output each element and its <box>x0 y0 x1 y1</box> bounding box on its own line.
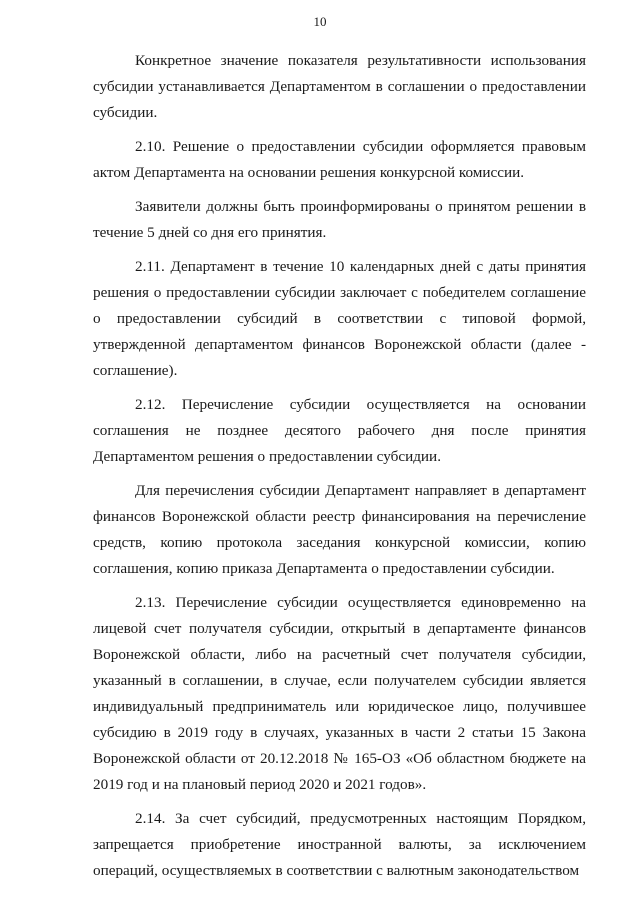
paragraph-indicator-value: Конкретное значение показателя результативности использования субсидии устанавливается Департаментом в соглашении о предоставлении субсидии. <box>93 52 586 121</box>
paragraph-2-10: 2.10. Решение о предоставлении субсидии оформляется правовым актом Департамента на основании решения конкурсной комиссии. <box>93 138 586 181</box>
paragraph-transfer-documents: Для перечисления субсидии Департамент направляет в департамент финансов Воронежской области реестр финансирования на перечисление средств, копию протокола заседания конкурсной комиссии, копию соглашения, копию приказа Департамента о предоставлении субсидии. <box>93 482 586 577</box>
paragraph-2-12: 2.12. Перечисление субсидии осуществляется на основании соглашения не позднее десятого рабочего дня после принятия Департаментом решения о предоставлении субсидии. <box>93 396 586 465</box>
paragraph-applicants-notice: Заявители должны быть проинформированы о принятом решении в течение 5 дней со дня его принятия. <box>93 198 586 241</box>
page-number: 10 <box>313 14 327 29</box>
document-body <box>93 48 586 884</box>
paragraph-2-13: 2.13. Перечисление субсидии осуществляется единовременно на лицевой счет получателя субсидии, открытый в департаменте финансов Воронежской области, либо на расчетный счет получателя субсидии, указанный в соглашении, в случае, если получателем субсидии является индивидуальный предприниматель или юридическое лицо, получившее субсидию в 2019 году в случаях, указанных в части 2 статьи 15 Закона Воронежской области от 20.12.2018 № 165-ОЗ «Об областном бюджете на 2019 год и на плановый период 2020 и 2021 годов». <box>93 594 586 793</box>
paragraph-2-11: 2.11. Департамент в течение 10 календарных дней с даты принятия решения о предоставлении субсидии заключает с победителем соглашение о предоставлении субсидий в соответствии с типовой формой, утвержденной департаментом финансов Воронежской области (далее - соглашение). <box>93 258 586 379</box>
paragraph-2-14: 2.14. За счет субсидий, предусмотренных настоящим Порядком, запрещается приобретение иностранной валюты, за исключением операций, осуществляемых в соответствии с валютным законодательством <box>93 810 586 879</box>
